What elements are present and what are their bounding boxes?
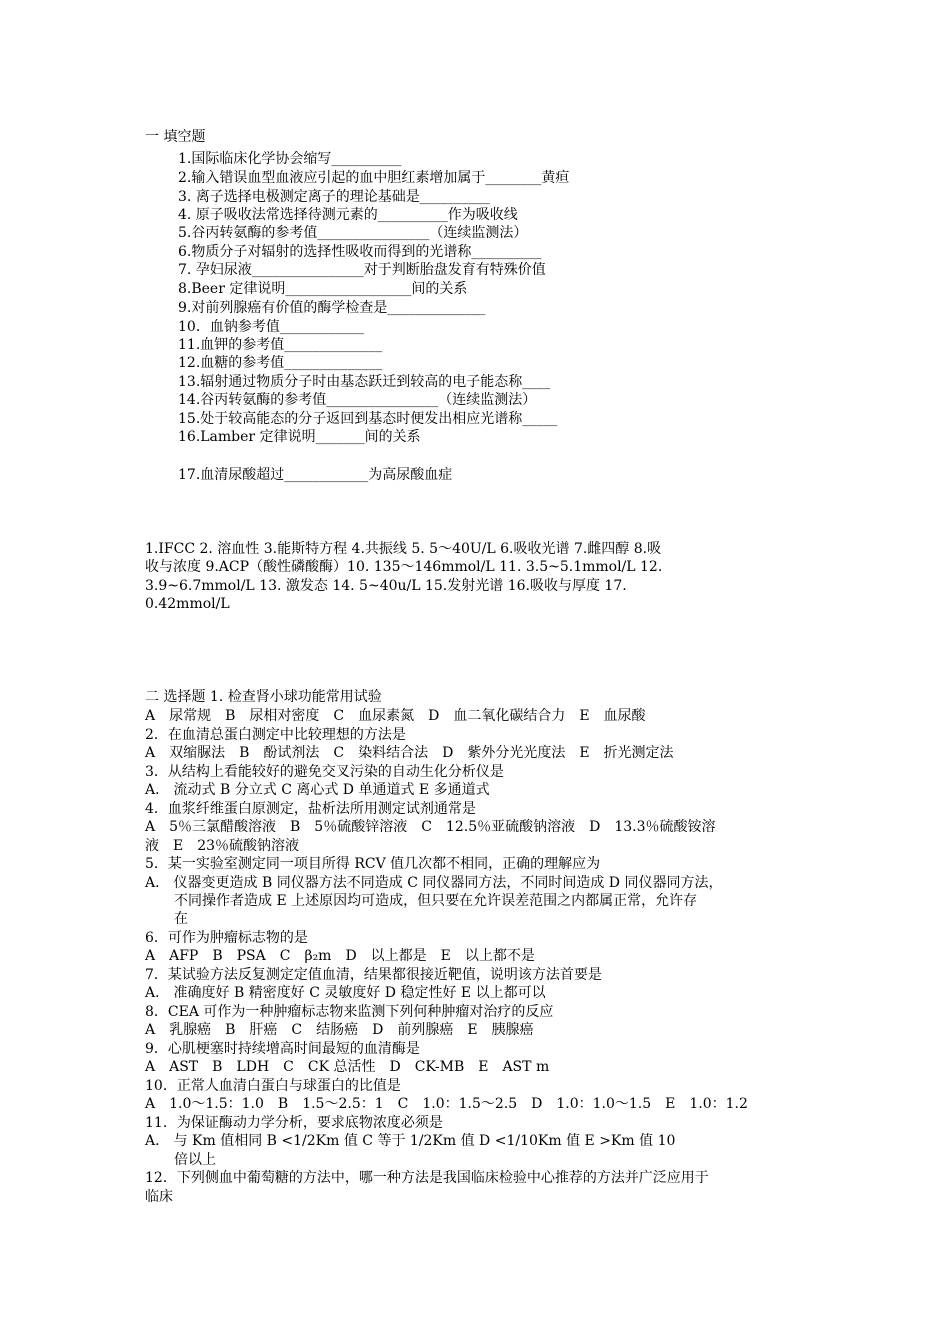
answer-line-2: 收与浓度 9.ACP（酸性磷酸酶）10. 135～146mmol/L 11. 3.5~5.1mmol/L 12. xyxy=(145,559,663,575)
choice-question: 3．从结构上看能较好的避免交叉污染的自动生化分析仪是 xyxy=(145,764,504,780)
choice-question: 7．某试验方法反复测定定值血清，结果都很接近靶值，说明该方法首要是 xyxy=(145,967,602,983)
choice-question: 12．下列侧血中葡萄糖的方法中，哪一种方法是我国临床检验中心推荐的方法并广泛应用于 xyxy=(145,1170,709,1186)
choice-options: 在 xyxy=(174,911,188,927)
choice-options: A． 与 Km 值相同 B <1/2Km 值 C 等于 1/2Km 值 D <1/10Km 值 E >Km 值 10 xyxy=(145,1133,676,1149)
fill-question-11: 11.血钾的参考值______________ xyxy=(178,337,383,353)
choice-question: 临床 xyxy=(145,1189,173,1205)
choice-options: A． 准确度好 B 精密度好 C 灵敏度好 D 稳定性好 E 以上都可以 xyxy=(145,985,546,1001)
answer-line-1: 1.IFCC 2. 溶血性 3.能斯特方程 4.共振线 5. 5～40U/L 6.吸收光谱 7.雌四醇 8.吸 xyxy=(145,541,662,557)
choice-options: A 尿常规 B 尿相对密度 C 血尿素氮 D 血二氧化碳结合力 E 血尿酸 xyxy=(145,708,646,724)
choice-question: 9．心肌梗塞时持续增高时间最短的血清酶是 xyxy=(145,1041,420,1057)
choice-question: 8．CEA 可作为一种肿瘤标志物来监测下列何种肿瘤对治疗的反应 xyxy=(145,1004,554,1020)
choice-options: A AFP B PSA C β₂m D 以上都是 E 以上都不是 xyxy=(145,948,535,964)
fill-question-5: 5.谷丙转氨酶的参考值________________（连续监测法） xyxy=(178,225,528,241)
answer-line-4: 0.42mmol/L xyxy=(145,596,230,612)
fill-section-heading: 一 填空题 xyxy=(145,129,206,145)
fill-question-2: 2.输入错误血型血液应引起的血中胆红素增加属于________黄疸 xyxy=(178,170,570,186)
fill-question-9: 9.对前列腺癌有价值的酶学检查是______________ xyxy=(178,300,486,316)
choice-question: 6．可作为肿瘤标志物的是 xyxy=(145,930,308,946)
fill-question-14: 14.谷丙转氨酶的参考值________________（连续监测法） xyxy=(178,392,537,408)
fill-question-16: 16.Lamber 定律说明_______间的关系 xyxy=(178,429,421,445)
fill-question-7: 7. 孕妇尿液________________对于判断胎盘发育有特殊价值 xyxy=(178,262,546,278)
choice-options: 液 E 23％硫酸钠溶液 xyxy=(145,838,300,854)
choice-question: 2．在血清总蛋白测定中比较理想的方法是 xyxy=(145,727,406,743)
choice-section-heading: 二 选择题 1. 检查肾小球功能常用试验 xyxy=(145,689,382,705)
choice-options: A 5％三氯醋酸溶液 B 5％硫酸锌溶液 C 12.5％亚硫酸钠溶液 D 13.3％硫酸铵溶 xyxy=(145,819,716,835)
choice-options: A 双缩脲法 B 酚试剂法 C 染料结合法 D 紫外分光光度法 E 折光测定法 xyxy=(145,745,674,761)
fill-question-10: 10．血钠参考值____________ xyxy=(178,319,364,335)
fill-question-6: 6.物质分子对辐射的选择性吸收而得到的光谱称__________ xyxy=(178,244,542,260)
choice-options: 倍以上 xyxy=(174,1152,216,1168)
answer-line-3: 3.9~6.7mmol/L 13. 激发态 14. 5~40u/L 15.发射光谱 16.吸收与厚度 17. xyxy=(145,578,627,594)
choice-options: A 1.0～1.5：1.0 B 1.5～2.5：1 C 1.0：1.5～2.5 D 1.0：1.0～1.5 E 1.0：1.2 xyxy=(145,1096,748,1112)
fill-question-12: 12.血糖的参考值______________ xyxy=(178,355,383,371)
choice-question: 10．正常人血清白蛋白与球蛋白的比值是 xyxy=(145,1078,401,1094)
choice-options: 不同操作者造成 E 上述原因均可造成，但只要在允许误差范围之内都属正常，允许存 xyxy=(174,893,698,909)
fill-question-8: 8.Beer 定律说明__________________间的关系 xyxy=(178,281,468,297)
fill-question-3: 3. 离子选择电极测定离子的理论基础是__________ xyxy=(178,189,490,205)
choice-question: 4．血浆纤维蛋白原测定，盐析法所用测定试剂通常是 xyxy=(145,801,476,817)
choice-question: 11．为保证酶动力学分析，要求底物浓度必须是 xyxy=(145,1115,443,1131)
choice-options: A AST B LDH C CK 总活性 D CK-MB E AST m xyxy=(145,1059,550,1075)
fill-question-17: 17.血清尿酸超过____________为高尿酸血症 xyxy=(178,467,453,483)
fill-question-4: 4. 原子吸收法常选择待测元素的__________作为吸收线 xyxy=(178,207,518,223)
choice-question: 5．某一实验室测定同一项目所得 RCV 值几次都不相同，正确的理解应为 xyxy=(145,856,601,872)
choice-options: A． 仪器变更造成 B 同仪器方法不同造成 C 同仪器同方法，不同时间造成 D 同仪器同方法， xyxy=(145,875,723,891)
fill-question-1: 1.国际临床化学协会缩写__________ xyxy=(178,151,402,167)
choice-options: A 乳腺癌 B 肝癌 C 结肠癌 D 前列腺癌 E 胰腺癌 xyxy=(145,1022,534,1038)
fill-question-15: 15.处于较高能态的分子返回到基态时便发出相应光谱称_____ xyxy=(178,411,558,427)
choice-options: A． 流动式 B 分立式 C 离心式 D 单通道式 E 多通道式 xyxy=(145,782,490,798)
fill-question-13: 13.辐射通过物质分子时由基态跃迁到较高的电子能态称____ xyxy=(178,374,551,390)
